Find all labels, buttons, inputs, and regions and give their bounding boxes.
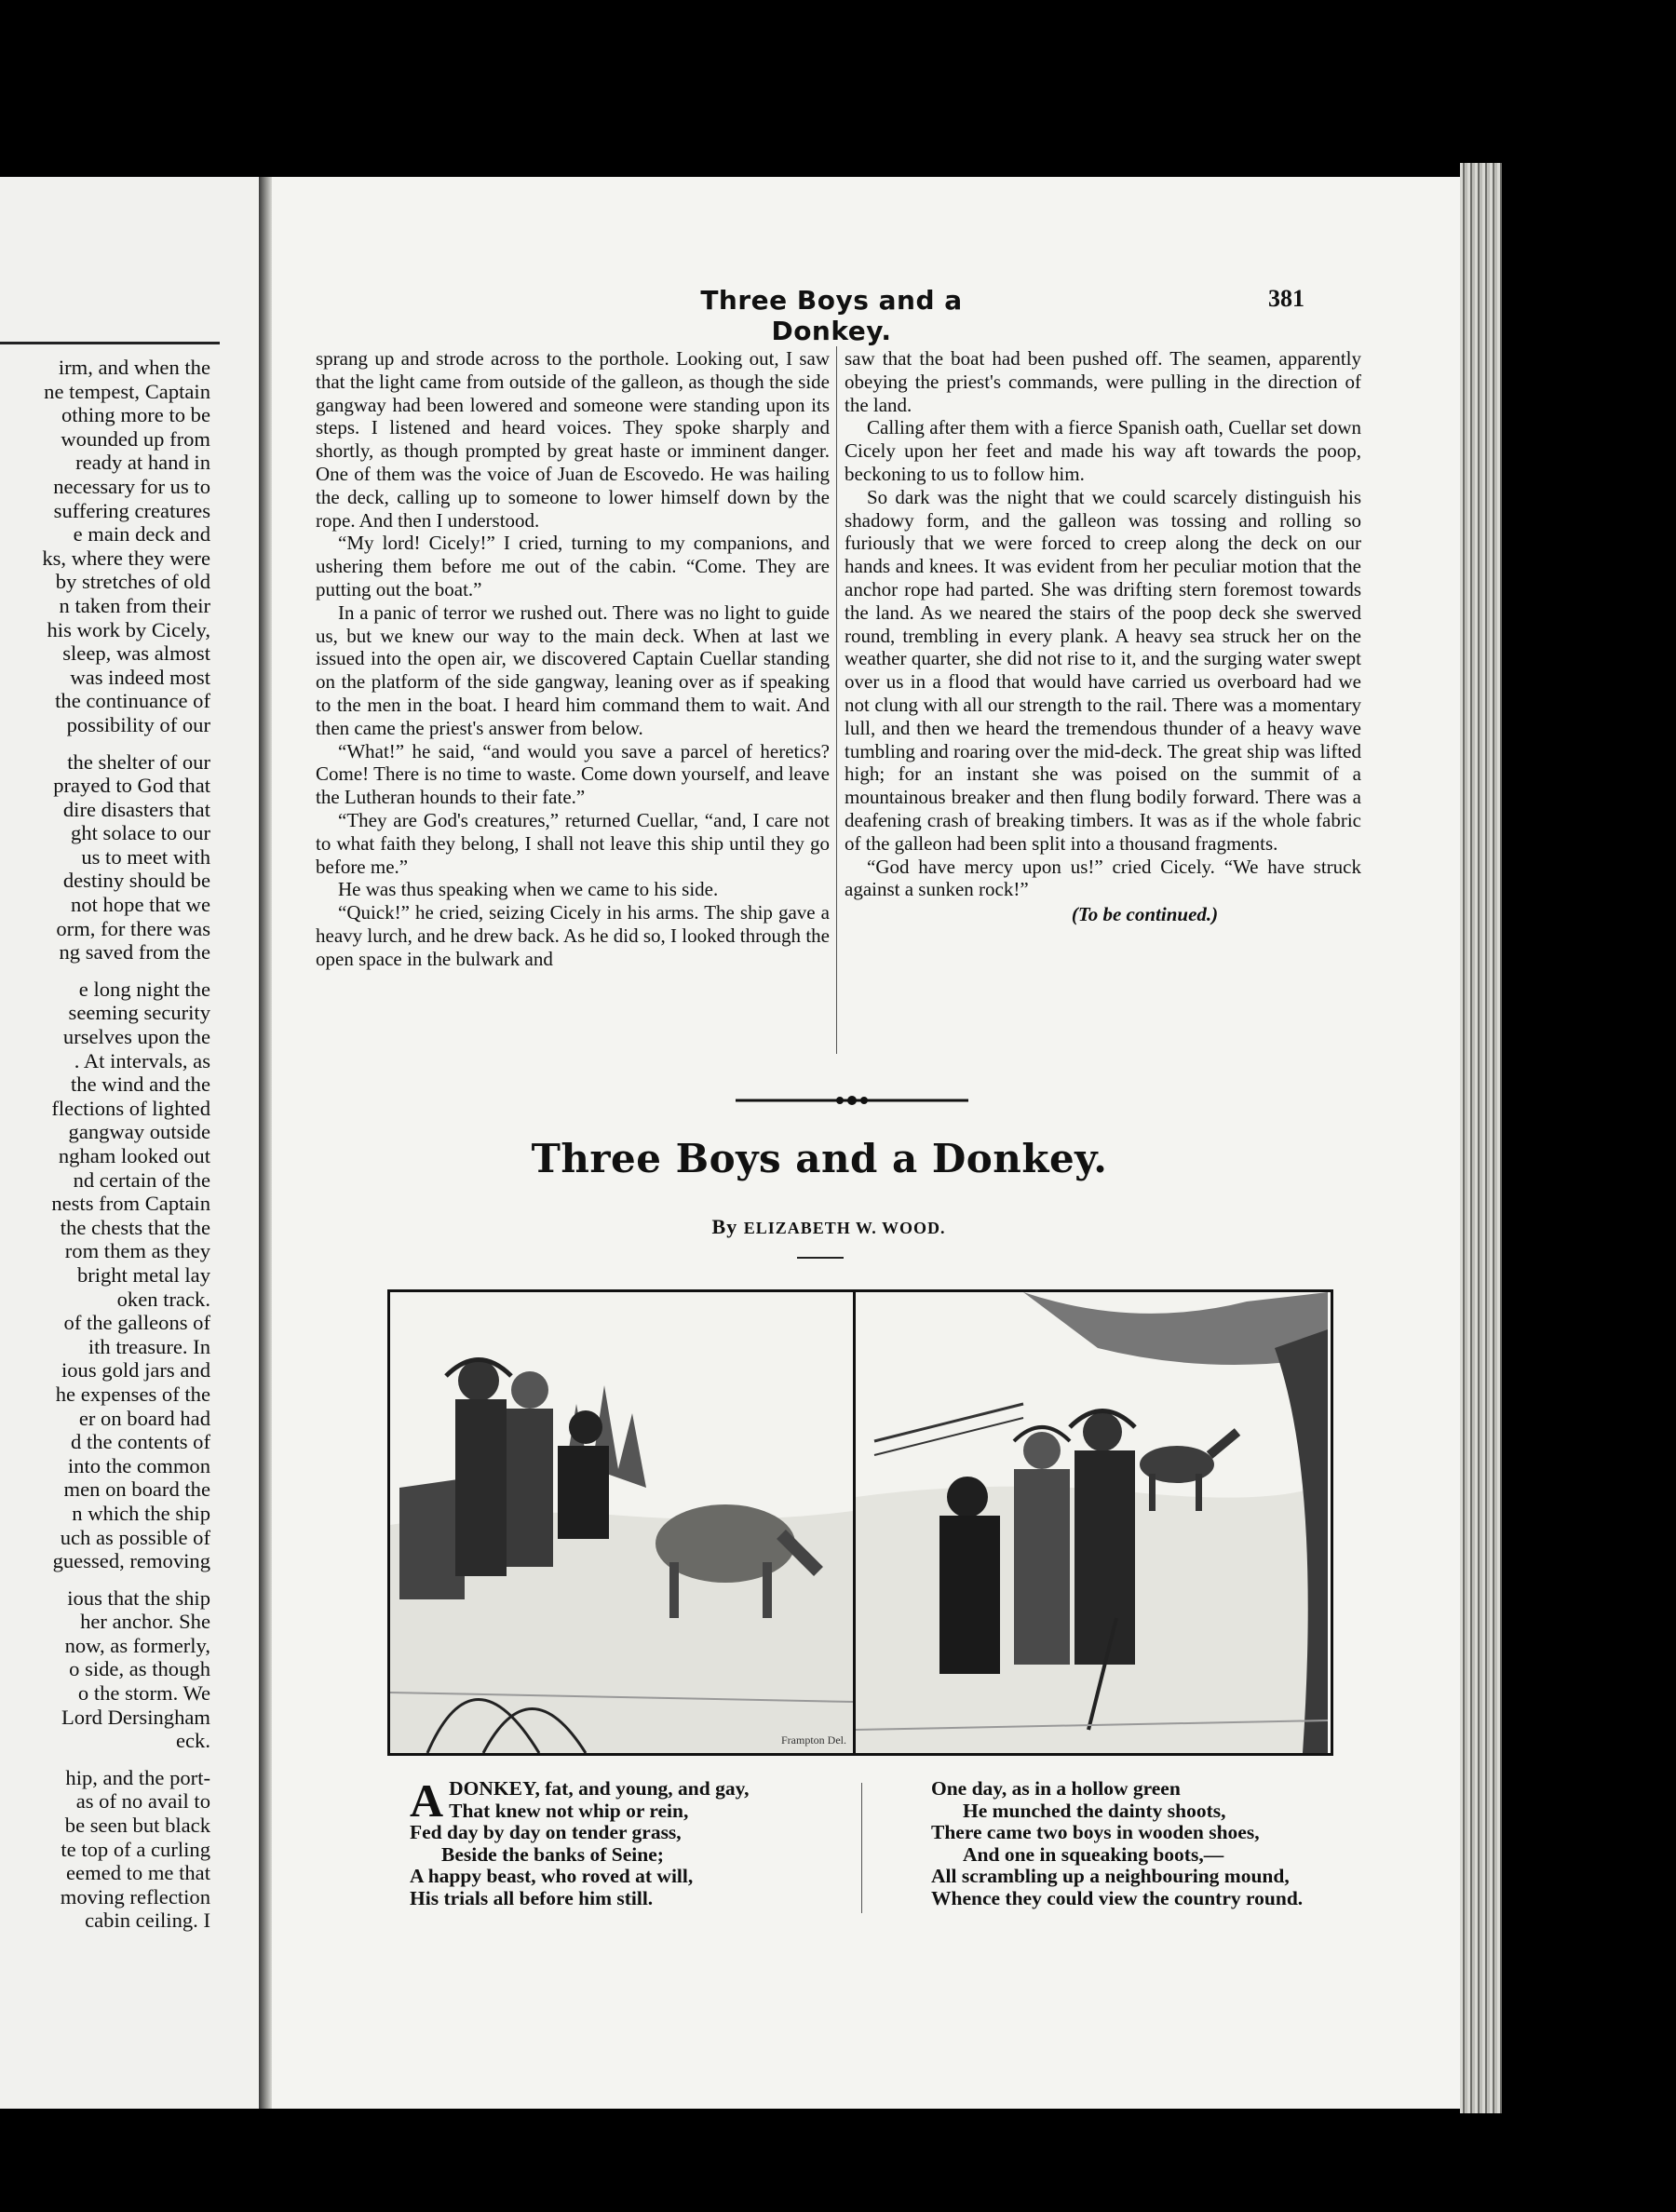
illustration xyxy=(387,1289,1333,1756)
ornament-rule xyxy=(736,1094,968,1107)
paragraph: “My lord! Cicely!” I cried, turning to my companions, and ushering them before me out of the cabin. “Come. They are putting out the boat.” xyxy=(316,532,830,600)
left-page-line: dire disasters that xyxy=(62,797,210,821)
left-page-line: suffering creatures xyxy=(53,498,210,522)
paragraph: “What!” he said, “and would you save a parcel of heretics? Come! There is no time to waste. Come down yourself, and leave the Lutheran hounds to their fate.” xyxy=(316,739,830,809)
to-be-continued: (To be continued.) xyxy=(1071,903,1219,926)
left-page-line: sleep, was almost xyxy=(62,641,210,666)
left-page-line: the continuance of xyxy=(55,689,210,713)
left-page-line: ne tempest, Captain xyxy=(44,379,210,403)
page-edges xyxy=(1460,163,1502,2113)
poem-line: Beside the banks of Seine; xyxy=(441,1842,664,1866)
poem-line: DONKEY, fat, and young, and gay, xyxy=(449,1777,750,1800)
left-page-line: Lord Dersingham xyxy=(61,1705,210,1729)
left-page-line: d the contents of xyxy=(71,1430,210,1454)
poem-stanza-2 xyxy=(931,1778,1369,1909)
left-page-line: oken track. xyxy=(116,1287,210,1311)
poem-line: Whence they could view the country round. xyxy=(931,1886,1304,1909)
left-page-line: ious that the ship xyxy=(67,1585,210,1610)
poem-stanza-1 xyxy=(410,1774,819,1909)
byline-prefix: By xyxy=(711,1215,738,1238)
left-page-line: his work by Cicely, xyxy=(47,617,210,641)
left-page-line: . At intervals, as xyxy=(74,1048,210,1072)
left-page-paragraph xyxy=(0,356,210,737)
story-title: Three Boys and a Donkey. xyxy=(531,1136,1108,1181)
left-page-line: not hope that we xyxy=(71,893,210,917)
page-number: 381 xyxy=(1268,285,1304,312)
poem-line: Fed day by day on tender grass, xyxy=(410,1821,682,1843)
poem-divider xyxy=(861,1783,862,1913)
left-page-line: gangway outside xyxy=(68,1120,210,1144)
left-page-line: nests from Captain xyxy=(51,1192,210,1216)
left-page-line: possibility of our xyxy=(66,712,210,736)
left-facing-page xyxy=(0,177,259,2109)
left-page-line: o side, as though xyxy=(69,1657,210,1681)
left-page-rule xyxy=(0,342,220,344)
left-page-line: flections of lighted xyxy=(51,1096,210,1120)
left-page-line: ith treasure. In xyxy=(88,1334,210,1358)
left-page-paragraph xyxy=(0,750,210,964)
left-page-line: o the storm. We xyxy=(77,1681,210,1706)
column-a xyxy=(316,347,830,971)
poem-line: A happy beast, who roved at will, xyxy=(410,1865,694,1887)
left-page-line: hip, and the port- xyxy=(65,1765,210,1789)
left-page-line: seeming security xyxy=(68,1001,210,1025)
left-page-line: of the galleons of xyxy=(63,1311,210,1335)
paragraph: In a panic of terror we rushed out. There was no light to guide us, but we knew our way to the main deck. When at last we issued into the open air, we discovered Captain Cuellar standing on the platform of the side gangway, leaning over as if speaking to the men in the boat. I heard him command them to wait. And then came the priest's answer from below. xyxy=(316,600,830,739)
left-page-line: was indeed most xyxy=(70,665,210,689)
left-page-line: cabin ceiling. I xyxy=(85,1909,210,1933)
left-page-line: be seen but black xyxy=(64,1814,210,1838)
left-page-line: the shelter of our xyxy=(67,749,210,774)
left-page-line: te top of a curling xyxy=(61,1837,210,1861)
left-page-line: eck. xyxy=(175,1729,210,1753)
left-page-line: into the common xyxy=(67,1453,210,1477)
paragraph: sprang up and strode across to the porthole. Looking out, I saw that the light came from outside of the galleon, as though the side gangway had been lowered and someone were standing upon its steps. I listened and heard voices. They spoke sharply and shortly, as though prompted by great haste or imminent danger. One of them was the voice of Juan de Escovedo. He was hailing the deck, calling up to someone to lower himself down by the rope. And then I understood. xyxy=(316,347,830,532)
left-page-line: men on board the xyxy=(63,1477,210,1502)
left-page-line: e main deck and xyxy=(73,522,210,546)
left-page-line: orm, for there was xyxy=(56,916,210,940)
left-page-line: prayed to God that xyxy=(53,774,210,798)
poem-line: There came two boys in wooden shoes, xyxy=(931,1821,1260,1843)
illustration-boys-and-donkey xyxy=(856,1292,1328,1753)
left-page-line: us to meet with xyxy=(81,844,210,869)
byline-author: ELIZABETH W. WOOD. xyxy=(743,1219,946,1237)
poem-line: And one in squeaking boots,— xyxy=(963,1842,1224,1866)
left-page-line: eemed to me that xyxy=(66,1861,210,1885)
poem-line: His trials all before him still. xyxy=(410,1886,654,1909)
left-page-line: necessary for us to xyxy=(53,474,210,498)
left-page-line: her anchor. She xyxy=(80,1610,210,1634)
left-page-text xyxy=(0,356,210,1946)
left-page-line: the wind and the xyxy=(71,1072,210,1097)
left-page-line: e long night the xyxy=(78,977,210,1001)
left-page-line: irm, and when the xyxy=(58,356,210,379)
left-page-line: n taken from their xyxy=(59,593,210,617)
poem-line: He munched the dainty shoots, xyxy=(963,1799,1226,1822)
left-page-line: he expenses of the xyxy=(55,1382,210,1406)
left-page-line: urselves upon the xyxy=(62,1025,210,1049)
left-page-line: as of no avail to xyxy=(75,1789,210,1814)
poem-line: All scrambling up a neighbouring mound, xyxy=(931,1865,1290,1887)
illustration-boys-watching-ox xyxy=(390,1292,853,1753)
paragraph: “God have mercy upon us!” cried Cicely. “We have struck against a sunken rock!” xyxy=(845,855,1361,901)
left-page-line: ngham looked out xyxy=(58,1144,210,1167)
left-page-line: moving reflection xyxy=(60,1884,210,1909)
paragraph: So dark was the night that we could scarcely distinguish his shadowy form, and the galleon was tossing and rolling so furiously that we were forced to creep along the deck on our hands and knees. It was evident from her peculiar motion that the anchor rope had parted. She was drifting stern foremost towards the land. As we neared the stairs of the poop deck she swerved round, trembling in every plank. A heavy sea struck her on the weather quarter, she did not rise to it, and the surging water swept over us in a flood that would have carried us overboard had we not clung with all our strength to the rail. There was a momentary lull, and then we heard the tremendous thunder of a heavy wave tumbling and roaring over the mid-deck. The great ship was lifted high; for an instant she was poised on the summit of a mountainous breaker and then flung bodily forward. There was a deafening crash of breaking timbers. It was as if the whole fabric of the galleon had been split into a thousand fragments. xyxy=(845,485,1361,855)
paragraph: “They are God's creatures,” returned Cuellar, “and, I care not to what faith they belong, I shall not leave this ship until they go before me.” xyxy=(316,808,830,878)
left-page-paragraph xyxy=(0,1586,210,1753)
left-page-line: ng saved from the xyxy=(59,940,210,964)
paragraph: He was thus speaking when we came to his side. xyxy=(338,878,719,901)
left-page-line: the chests that the xyxy=(60,1215,210,1239)
left-page-line: ks, where they were xyxy=(42,546,210,570)
paragraph: saw that the boat had been pushed off. The seamen, apparently obeying the priest's commands, were pulling in the direction of the land. xyxy=(845,347,1361,416)
running-head: Three Boys and a Donkey. xyxy=(700,285,963,346)
poem-line: One day, as in a hollow green xyxy=(931,1777,1181,1800)
byline xyxy=(642,1215,1015,1239)
left-page-paragraph xyxy=(0,978,210,1573)
left-page-line: by stretches of old xyxy=(55,570,210,594)
left-page-line: nd certain of the xyxy=(73,1167,210,1192)
left-page-line: ious gold jars and xyxy=(61,1358,210,1382)
paragraph: Calling after them with a fierce Spanish oath, Cuellar set down Cicely upon her feet and made his way aft towards the poop, beckoning to us to follow him. xyxy=(845,416,1361,485)
left-page-line: ready at hand in xyxy=(75,451,210,475)
left-page-line: guessed, removing xyxy=(52,1549,210,1573)
book-gutter xyxy=(259,177,272,2109)
left-page-line: othing more to be xyxy=(61,403,210,427)
left-page-paragraph xyxy=(0,1766,210,1933)
column-b xyxy=(845,347,1361,926)
byline-rule xyxy=(797,1257,844,1259)
column-divider xyxy=(836,346,837,1054)
illustration-signature: Frampton Del. xyxy=(781,1733,846,1747)
poem-line: That knew not whip or rein, xyxy=(449,1799,689,1822)
left-page-line: now, as formerly, xyxy=(64,1633,210,1657)
left-page-line: er on board had xyxy=(78,1406,210,1430)
left-page-line: bright metal lay xyxy=(76,1262,210,1287)
left-page-line: rom them as they xyxy=(64,1239,210,1263)
left-page-line: n which the ship xyxy=(72,1501,210,1525)
drop-cap: A xyxy=(410,1774,444,1827)
left-page-line: uch as possible of xyxy=(60,1525,210,1549)
left-page-line: wounded up from xyxy=(61,426,210,451)
paragraph: “Quick!” he cried, seizing Cicely in his arms. The ship gave a heavy lurch, and he drew back. As he did so, I looked through the open space in the bulwark and xyxy=(316,901,830,970)
left-page-line: destiny should be xyxy=(62,869,210,893)
left-page-line: ght solace to our xyxy=(71,821,210,845)
